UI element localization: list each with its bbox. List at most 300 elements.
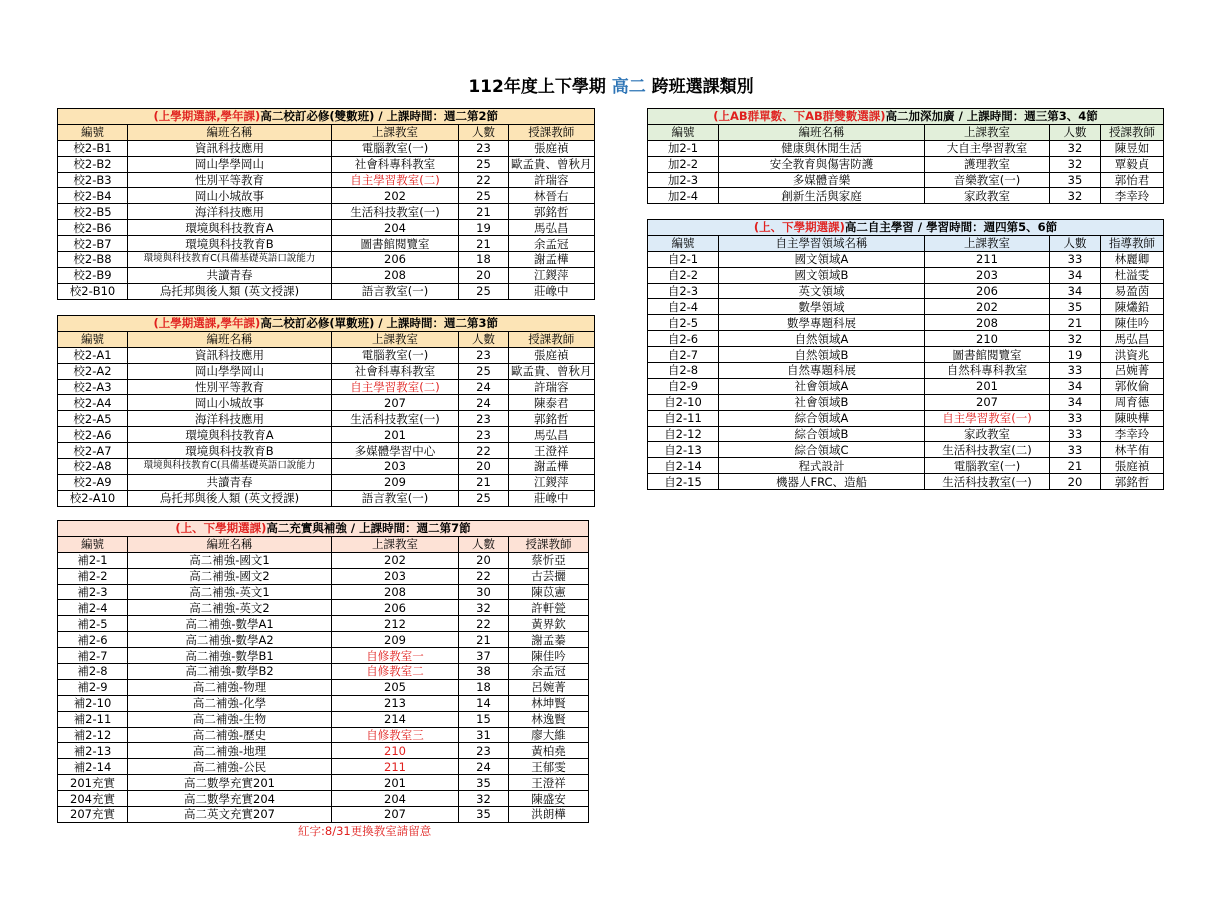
table-row: [58, 188, 595, 204]
table-row: [648, 188, 1164, 204]
table-cell: 高二補強-英文1: [128, 584, 332, 600]
table-cell: 安全教育與傷害防護: [719, 156, 925, 172]
table-cell: 性別平等教育: [128, 379, 332, 395]
column-header: 人數: [1050, 124, 1101, 140]
column-header-row: [58, 536, 589, 552]
table-cell: 語言教室(一): [332, 490, 459, 506]
table-cell: 高二補強-數學A2: [128, 632, 332, 648]
table-cell: 謝孟樺: [509, 459, 595, 475]
column-header-row: [648, 124, 1164, 140]
table-cell: 社會科專科教室: [332, 363, 459, 379]
table-cell: 214: [332, 711, 459, 727]
table-cell: 33: [1050, 426, 1101, 442]
table-cell: 高二補強-生物: [128, 711, 332, 727]
table-cell: 馬弘昌: [509, 220, 595, 236]
table-cell: 校2-B10: [58, 283, 128, 299]
table-cell: 校2-B8: [58, 252, 128, 268]
table-cell: 自2-2: [648, 267, 719, 283]
table-cell: 32: [459, 791, 509, 807]
table-cell: 34: [1050, 394, 1101, 410]
table-cell: 周育德: [1101, 394, 1164, 410]
table-row: [58, 459, 595, 475]
table-cell: 補2-13: [58, 743, 128, 759]
table-cell: 14: [459, 695, 509, 711]
column-header: 編號: [58, 331, 128, 347]
table-cell: 高二補強-物理: [128, 679, 332, 695]
table-cell: 補2-12: [58, 727, 128, 743]
table-cell: 高二數學充實201: [128, 775, 332, 791]
table-cell: 校2-A6: [58, 427, 128, 443]
table-cell: 歐孟貴、曾秋月: [509, 156, 595, 172]
table-cell: 校2-B2: [58, 156, 128, 172]
table-row: [648, 394, 1164, 410]
table-cell: 林逸賢: [509, 711, 589, 727]
table-cell: 社會領域B: [719, 394, 925, 410]
table-cell: 環境與科技教育C(具備基礎英語口說能力: [128, 459, 332, 475]
table-cell: 社會科專科教室: [332, 156, 459, 172]
table-cell: 高二補強-化學: [128, 695, 332, 711]
table-cell: 校2-B3: [58, 172, 128, 188]
table-cell: 補2-5: [58, 616, 128, 632]
table-row: [648, 267, 1164, 283]
table-cell: 蔡忻亞: [509, 552, 589, 568]
table-cell: 23: [459, 411, 509, 427]
table-cell: 21: [1050, 458, 1101, 474]
table-cell: 自2-12: [648, 426, 719, 442]
table-row: [648, 315, 1164, 331]
table-cell: 高二英文充實207: [128, 807, 332, 823]
table-cell: 家政教室: [925, 188, 1050, 204]
table-cell: 馬弘昌: [509, 427, 595, 443]
table-header-row: [58, 521, 589, 537]
table-cell: 208: [925, 315, 1050, 331]
table-cell: 自修教室一: [332, 648, 459, 664]
column-header: 人數: [1050, 235, 1101, 251]
table-cell: 34: [1050, 283, 1101, 299]
table-cell: 易盈茵: [1101, 283, 1164, 299]
table-row: [58, 363, 595, 379]
table-cell: 郭攸倫: [1101, 378, 1164, 394]
table-row: [58, 490, 595, 506]
table-cell: 自2-15: [648, 474, 719, 490]
table-cell: 201: [925, 378, 1050, 394]
table-cell: 202: [332, 552, 459, 568]
table-cell: 補2-1: [58, 552, 128, 568]
table-cell: 24: [459, 379, 509, 395]
table-cell: 補2-11: [58, 711, 128, 727]
table-cell: 校2-B7: [58, 236, 128, 252]
table-cell: 岡山小城故事: [128, 188, 332, 204]
table-cell: 多媒體音樂: [719, 172, 925, 188]
table-row: [648, 474, 1164, 490]
table-row: [648, 299, 1164, 315]
table-cell: 35: [459, 807, 509, 823]
column-header: 編班名稱: [128, 124, 332, 140]
table-row: [648, 458, 1164, 474]
table-row: [58, 411, 595, 427]
table-cell: 32: [1050, 140, 1101, 156]
table-cell: 生活科技教室(一): [925, 474, 1050, 490]
table-cell: 206: [332, 600, 459, 616]
table-school-required-odd: [57, 315, 595, 507]
table-row: [58, 236, 595, 252]
column-header: 編號: [648, 235, 719, 251]
table-cell: 自2-9: [648, 378, 719, 394]
table-title: (上、下學期選課)高二充實與補強 / 上課時間：週二第7節: [58, 521, 589, 537]
table-cell: 電腦教室(一): [332, 347, 459, 363]
table-row: [58, 775, 589, 791]
table-cell: 岡山小城故事: [128, 395, 332, 411]
table-cell: 21: [459, 204, 509, 220]
table-cell: 加2-1: [648, 140, 719, 156]
table-row: [58, 156, 595, 172]
table-cell: 205: [332, 679, 459, 695]
table-cell: 204: [332, 791, 459, 807]
table-cell: 23: [459, 140, 509, 156]
table-cell: 機器人FRC、造船: [719, 474, 925, 490]
column-header: 編號: [648, 124, 719, 140]
table-cell: 陳苡憲: [509, 584, 589, 600]
table-header-row: [648, 109, 1164, 125]
table-cell: 32: [459, 600, 509, 616]
table-row: [648, 251, 1164, 267]
table-cell: 校2-B9: [58, 267, 128, 283]
table-cell: 自修教室三: [332, 727, 459, 743]
table-cell: 25: [459, 156, 509, 172]
table-cell: 健康與休閒生活: [719, 140, 925, 156]
table-cell: 211: [925, 251, 1050, 267]
table-cell: 陳爜鉛: [1101, 299, 1164, 315]
table-cell: 209: [332, 474, 459, 490]
table-row: [58, 584, 589, 600]
column-header: 授課教師: [509, 124, 595, 140]
table-school-required-even: [57, 108, 595, 300]
table-cell: 206: [332, 252, 459, 268]
table-row: [58, 711, 589, 727]
table-row: [58, 632, 589, 648]
table-cell: 自然領域B: [719, 347, 925, 363]
table-cell: 210: [925, 331, 1050, 347]
table-cell: 高二補強-英文2: [128, 600, 332, 616]
table-cell: 烏托邦與後人類 (英文授課): [128, 283, 332, 299]
table-row: [648, 442, 1164, 458]
table-cell: 張庭禎: [509, 347, 595, 363]
table-cell: 陳泰君: [509, 395, 595, 411]
column-header: 編號: [58, 536, 128, 552]
table-cell: 37: [459, 648, 509, 664]
table-cell: 校2-A2: [58, 363, 128, 379]
table-cell: 24: [459, 395, 509, 411]
column-header: 授課教師: [509, 536, 589, 552]
table-cell: 郭銘哲: [509, 411, 595, 427]
table-cell: 21: [1050, 315, 1101, 331]
table-cell: 32: [1050, 331, 1101, 347]
table-cell: 陳盛安: [509, 791, 589, 807]
table-cell: 201: [332, 427, 459, 443]
table-cell: 補2-14: [58, 759, 128, 775]
table-cell: 創新生活與家庭: [719, 188, 925, 204]
table-cell: 自主學習教室(一): [925, 410, 1050, 426]
column-header: 人數: [459, 536, 509, 552]
table-row: [648, 283, 1164, 299]
table-cell: 203: [925, 267, 1050, 283]
column-header: 人數: [459, 124, 509, 140]
table-row: [58, 600, 589, 616]
table-cell: 校2-B1: [58, 140, 128, 156]
table-cell: 補2-8: [58, 664, 128, 680]
table-cell: 15: [459, 711, 509, 727]
table-cell: 21: [459, 632, 509, 648]
table-cell: 程式設計: [719, 458, 925, 474]
table-cell: 岡山學學岡山: [128, 363, 332, 379]
table-cell: 202: [332, 188, 459, 204]
table-cell: 陳佳吟: [509, 648, 589, 664]
table-row: [58, 267, 595, 283]
table-cell: 洪朗樺: [509, 807, 589, 823]
table-row: [58, 679, 589, 695]
column-header: 授課教師: [1101, 124, 1164, 140]
table-title: (上、下學期選課)高二自主學習 / 學習時間：週四第5、6節: [648, 220, 1164, 236]
table-row: [648, 140, 1164, 156]
table-cell: 高二補強-數學A1: [128, 616, 332, 632]
table-cell: 加2-4: [648, 188, 719, 204]
table-cell: 自2-5: [648, 315, 719, 331]
table-cell: 李幸玲: [1101, 426, 1164, 442]
table-cell: 許軒甇: [509, 600, 589, 616]
table-cell: 王郁雯: [509, 759, 589, 775]
table-cell: 31: [459, 727, 509, 743]
column-header: 上課教室: [332, 124, 459, 140]
table-cell: 自然領域A: [719, 331, 925, 347]
table-cell: 自主學習教室(二): [332, 379, 459, 395]
table-cell: 高二補強-國文2: [128, 568, 332, 584]
table-row: [58, 648, 589, 664]
table-cell: 杜溢雯: [1101, 267, 1164, 283]
table-cell: 環境與科技教育A: [128, 427, 332, 443]
table-cell: 校2-B6: [58, 220, 128, 236]
table-cell: 202: [925, 299, 1050, 315]
table-row: [58, 379, 595, 395]
table-cell: 203: [332, 459, 459, 475]
table-cell: 補2-6: [58, 632, 128, 648]
table-cell: 呂婉菁: [1101, 363, 1164, 379]
table-cell: 自2-11: [648, 410, 719, 426]
table-cell: 數學領域: [719, 299, 925, 315]
table-cell: 呂婉菁: [509, 679, 589, 695]
table-row: [58, 140, 595, 156]
table-cell: 余孟冠: [509, 236, 595, 252]
table-cell: 郭銘哲: [1101, 474, 1164, 490]
table-cell: 林芊侑: [1101, 442, 1164, 458]
table-row: [58, 443, 595, 459]
table-cell: 語言教室(一): [332, 283, 459, 299]
column-header: 自主學習領域名稱: [719, 235, 925, 251]
table-header-row: [648, 220, 1164, 236]
table-row: [648, 172, 1164, 188]
table-cell: 高二補強-數學B2: [128, 664, 332, 680]
table-cell: 207: [332, 807, 459, 823]
table-cell: 212: [332, 616, 459, 632]
table-cell: 環境與科技教育A: [128, 220, 332, 236]
table-cell: 音樂教室(一): [925, 172, 1050, 188]
table-cell: 生活科技教室(二): [925, 442, 1050, 458]
table-cell: 211: [332, 759, 459, 775]
column-header-row: [58, 124, 595, 140]
page-title: 112年度上下學期 高二 跨班選課類別: [468, 77, 754, 97]
table-cell: 資訊科技應用: [128, 140, 332, 156]
table-cell: 綜合領域C: [719, 442, 925, 458]
table-cell: 環境與科技教育B: [128, 443, 332, 459]
table-row: [58, 664, 589, 680]
table-cell: 謝孟樺: [509, 252, 595, 268]
table-cell: 35: [459, 775, 509, 791]
table-cell: 校2-A8: [58, 459, 128, 475]
table-cell: 校2-A5: [58, 411, 128, 427]
table-cell: 高二補強-歷史: [128, 727, 332, 743]
table-row: [58, 616, 589, 632]
table-cell: 莊嶑中: [509, 283, 595, 299]
table-cell: 郭銘哲: [509, 204, 595, 220]
table-cell: 18: [459, 252, 509, 268]
table-cell: 郭怡君: [1101, 172, 1164, 188]
table-row: [58, 427, 595, 443]
table-cell: 性別平等教育: [128, 172, 332, 188]
table-cell: 加2-2: [648, 156, 719, 172]
table-cell: 資訊科技應用: [128, 347, 332, 363]
column-header: 上課教室: [332, 536, 459, 552]
table-cell: 33: [1050, 363, 1101, 379]
table-row: [648, 426, 1164, 442]
table-title: (上學期選課,學年課)高二校訂必修(單數班) / 上課時間：週二第3節: [58, 316, 595, 332]
table-cell: 25: [459, 490, 509, 506]
table-cell: 補2-2: [58, 568, 128, 584]
table-header-row: [58, 109, 595, 125]
table-row: [648, 378, 1164, 394]
table-cell: 21: [459, 474, 509, 490]
table-cell: 自修教室二: [332, 664, 459, 680]
table-cell: 謝孟蓁: [509, 632, 589, 648]
table-row: [58, 568, 589, 584]
table-cell: 23: [459, 427, 509, 443]
table-cell: 22: [459, 443, 509, 459]
table-row: [58, 727, 589, 743]
table-row: [58, 474, 595, 490]
table-cell: 24: [459, 759, 509, 775]
table-cell: 歐孟貴、曾秋月: [509, 363, 595, 379]
table-cell: 古芸攦: [509, 568, 589, 584]
table-cell: 馬弘昌: [1101, 331, 1164, 347]
table-cell: 校2-A7: [58, 443, 128, 459]
table-cell: 201: [332, 775, 459, 791]
table-title: (上學期選課,學年課)高二校訂必修(雙數班) / 上課時間：週二第2節: [58, 109, 595, 125]
table-cell: 207: [925, 394, 1050, 410]
table-enrichment-remedial: [57, 520, 589, 823]
table-header-row: [58, 316, 595, 332]
table-row: [58, 283, 595, 299]
table-row: [58, 743, 589, 759]
table-row: [58, 552, 589, 568]
table-cell: 社會領域A: [719, 378, 925, 394]
column-header-row: [648, 235, 1164, 251]
table-cell: 自2-13: [648, 442, 719, 458]
table-row: [58, 395, 595, 411]
column-header: 授課教師: [509, 331, 595, 347]
table-cell: 圖書館閱覽室: [925, 347, 1050, 363]
column-header: 編號: [58, 124, 128, 140]
table-row: [648, 410, 1164, 426]
table-cell: 補2-7: [58, 648, 128, 664]
table-cell: 19: [1050, 347, 1101, 363]
table-cell: 補2-3: [58, 584, 128, 600]
table-cell: 補2-10: [58, 695, 128, 711]
table-cell: 25: [459, 188, 509, 204]
table-cell: 烏托邦與後人類 (英文授課): [128, 490, 332, 506]
table-cell: 圖書館閱覽室: [332, 236, 459, 252]
column-header: 指導教師: [1101, 235, 1164, 251]
table-cell: 23: [459, 347, 509, 363]
table-advanced-courses: [647, 108, 1164, 204]
table-cell: 校2-A3: [58, 379, 128, 395]
table-cell: 林麗卿: [1101, 251, 1164, 267]
table-cell: 陳昱如: [1101, 140, 1164, 156]
table-cell: 多媒體學習中心: [332, 443, 459, 459]
table-cell: 自然專題科展: [719, 363, 925, 379]
table-cell: 陳佳吟: [1101, 315, 1164, 331]
table-cell: 國文領域A: [719, 251, 925, 267]
table-cell: 201充實: [58, 775, 128, 791]
table-cell: 20: [459, 459, 509, 475]
table-cell: 校2-A1: [58, 347, 128, 363]
table-cell: 210: [332, 743, 459, 759]
table-cell: 自主學習教室(二): [332, 172, 459, 188]
table-cell: 33: [1050, 442, 1101, 458]
table-cell: 張庭禎: [1101, 458, 1164, 474]
table-cell: 20: [459, 267, 509, 283]
table-cell: 校2-A4: [58, 395, 128, 411]
table-row: [648, 331, 1164, 347]
table-cell: 黃柏堯: [509, 743, 589, 759]
table-cell: 自2-1: [648, 251, 719, 267]
column-header-row: [58, 331, 595, 347]
table-cell: 18: [459, 679, 509, 695]
table-cell: 江鍐萍: [509, 474, 595, 490]
table-cell: 34: [1050, 267, 1101, 283]
table-cell: 綜合領域B: [719, 426, 925, 442]
table-cell: 203: [332, 568, 459, 584]
table-cell: 覃毅貞: [1101, 156, 1164, 172]
table-row: [58, 791, 589, 807]
table-cell: 岡山學學岡山: [128, 156, 332, 172]
table-self-learning: [647, 219, 1164, 490]
table-cell: 校2-B5: [58, 204, 128, 220]
table-cell: 19: [459, 220, 509, 236]
table-row: [58, 695, 589, 711]
table-cell: 海洋科技應用: [128, 204, 332, 220]
table-cell: 高二補強-數學B1: [128, 648, 332, 664]
table-cell: 204: [332, 220, 459, 236]
table-cell: 英文領域: [719, 283, 925, 299]
table-cell: 王澄祥: [509, 775, 589, 791]
table-cell: 207充實: [58, 807, 128, 823]
table-cell: 數學專題科展: [719, 315, 925, 331]
table-cell: 自然科專科教室: [925, 363, 1050, 379]
table-cell: 護理教室: [925, 156, 1050, 172]
table-cell: 自2-7: [648, 347, 719, 363]
table-cell: 22: [459, 172, 509, 188]
column-header: 人數: [459, 331, 509, 347]
table-row: [58, 172, 595, 188]
table-cell: 余孟冠: [509, 664, 589, 680]
